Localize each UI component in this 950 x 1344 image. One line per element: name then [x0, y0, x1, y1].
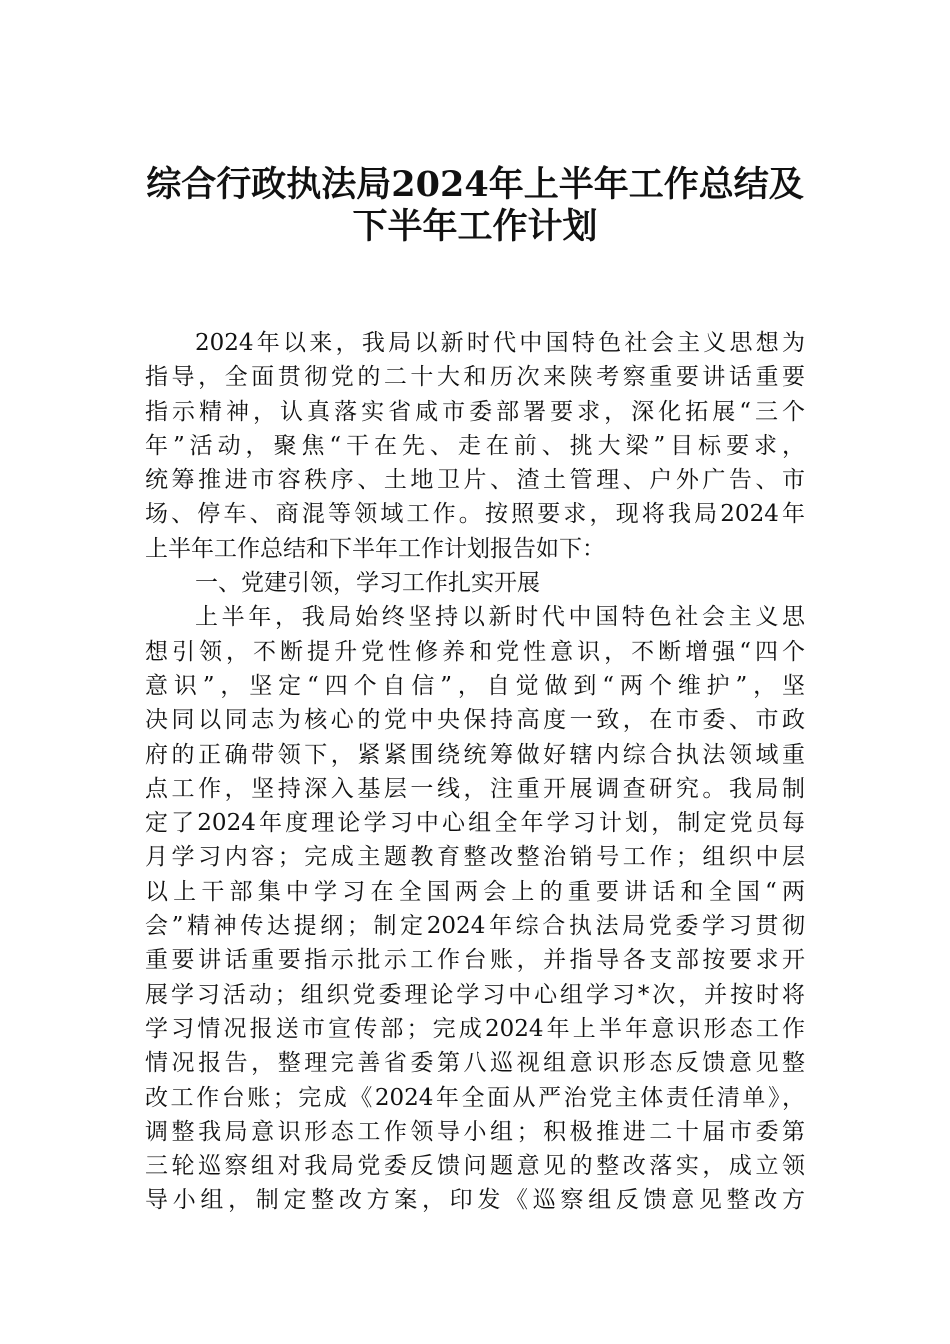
- text-line: 场、停车、商混等领域工作。按照要求，现将我局2024年: [145, 501, 805, 528]
- text-line: 改工作台账；完成《2024年全面从严治党主体责任清单》，: [145, 1084, 805, 1111]
- text-line: 年”活动，聚焦“干在先、走在前、挑大梁”目标要求，: [145, 432, 805, 459]
- text-line: 2024年以来，我局以新时代中国特色社会主义思想为: [195, 330, 805, 356]
- text-line: 情况报告，整理完善省委第八巡视组意识形态反馈意见整: [145, 1050, 805, 1077]
- text-line: 调整我局意识形态工作领导小组；积极推进二十届市委第: [145, 1118, 805, 1145]
- text-line: 府的正确带领下，紧紧围绕统筹做好辖内综合执法领域重: [145, 741, 805, 768]
- section-heading: 一、党建引领，学习工作扎实开展: [195, 570, 540, 597]
- text-line: 指示精神，认真落实省咸市委部署要求，深化拓展“三个: [145, 398, 805, 425]
- text-line: 指导，全面贯彻党的二十大和历次来陕考察重要讲话重要: [145, 364, 805, 391]
- text-line: 会”精神传达提纲；制定2024年综合执法局党委学习贯彻: [145, 913, 805, 940]
- text-line: 上半年，我局始终坚持以新时代中国特色社会主义思: [195, 604, 805, 631]
- text-line: 三轮巡察组对我局党委反馈问题意见的整改落实，成立领: [145, 1153, 805, 1180]
- text-line: 点工作，坚持深入基层一线，注重开展调查研究。我局制: [145, 775, 805, 802]
- document-body: [145, 326, 805, 1218]
- document-title-line-2: 下半年工作计划: [352, 206, 598, 247]
- text-line: 上半年工作总结和下半年工作计划报告如下：: [145, 535, 605, 562]
- text-line: 定了2024年度理论学习中心组全年学习计划，制定党员每: [145, 810, 805, 837]
- text-line: 以上干部集中学习在全国两会上的重要讲话和全国“两: [145, 878, 805, 905]
- text-line: 学习情况报送市宣传部；完成2024年上半年意识形态工作: [145, 1015, 805, 1042]
- text-line: 月学习内容；完成主题教育整改整治销号工作；组织中层: [145, 844, 805, 871]
- text-line: 意识”，坚定“四个自信”，自觉做到“两个维护”，坚: [145, 672, 805, 699]
- text-line: 展学习活动；组织党委理论学习中心组学习*次，并按时将: [145, 981, 805, 1008]
- text-line: 决同以同志为核心的党中央保持高度一致，在市委、市政: [145, 707, 805, 734]
- text-line: 统筹推进市容秩序、土地卫片、渣土管理、户外广告、市: [145, 467, 805, 494]
- document-title-line-1: 综合行政执法局2024年上半年工作总结及: [146, 164, 804, 205]
- text-line: 想引领，不断提升党性修养和党性意识，不断增强“四个: [145, 638, 805, 665]
- text-line: 导小组，制定整改方案，印发《巡察组反馈意见整改方: [145, 1187, 805, 1214]
- text-line: 重要讲话重要指示批示工作台账，并指导各支部按要求开: [145, 947, 805, 974]
